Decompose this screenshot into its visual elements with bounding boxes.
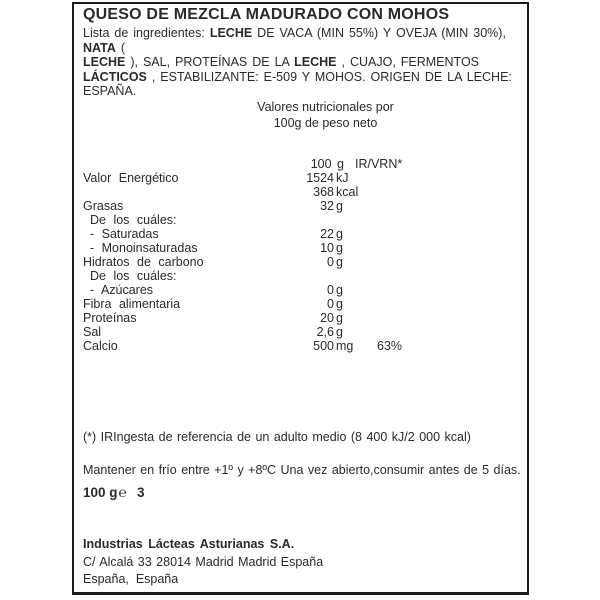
ingredient-highlighted: LÁCTICOS <box>83 69 147 84</box>
nutrient-unit: g <box>336 325 343 339</box>
nutrient-unit: g <box>336 227 343 241</box>
manufacturer-address: C/ Alcalá 33 28014 Madrid Madrid España <box>83 555 324 569</box>
nutrient-label: Proteínas <box>83 311 137 325</box>
ingredients-line <box>83 84 525 99</box>
nutrient-unit: g <box>336 297 343 311</box>
product-label <box>72 2 529 595</box>
estimated-sign-icon: ℮ <box>118 484 127 500</box>
ingredient-text: ), SAL, PROTEÍNAS DE LA <box>125 55 295 70</box>
nutrition-row <box>74 297 527 311</box>
nutrition-row <box>74 269 527 283</box>
nutrient-label: - Azúcares <box>90 283 154 297</box>
nutrient-value: 0 <box>327 297 334 311</box>
ingredient-text: , ESTABILIZANTE: E-509 Y MOHOS. ORIGEN DE LA LECHE: <box>146 69 512 84</box>
nutrient-unit: g <box>336 199 343 213</box>
ingredients-line <box>83 70 525 85</box>
nutrient-label: - Saturadas <box>90 227 159 241</box>
nutrition-heading-line1: Valores nutricionales por <box>257 100 394 114</box>
net-weight-amount: 100 g <box>83 485 118 500</box>
nutrition-row <box>74 227 527 241</box>
nutrient-unit: kJ <box>336 171 349 185</box>
nutrient-unit: g <box>336 311 343 325</box>
ingredient-text: ( <box>115 40 126 55</box>
nutrition-row <box>74 325 527 339</box>
nutrient-value: 0 <box>327 283 334 297</box>
nutrient-value: 10 <box>320 241 334 255</box>
nutrient-label: Sal <box>83 325 102 339</box>
nutrition-row <box>74 283 527 297</box>
ingredients-line <box>83 55 525 70</box>
nutrient-value: 2,6 <box>316 325 334 339</box>
ingredient-highlighted: LECHE <box>209 26 253 40</box>
column-header-vrn: IR/VRN* <box>355 157 403 171</box>
ingredient-text: Lista de ingredientes: <box>83 26 210 40</box>
reference-intake-footnote: (*) IRIngesta de referencia de un adulto medio (8 400 kJ/2 000 kcal) <box>83 430 471 444</box>
nutrient-label: Fibra alimentaria <box>83 297 181 311</box>
net-weight-lot: 3 <box>136 485 145 500</box>
nutrition-heading <box>74 100 527 131</box>
nutrient-label: - Monoinsaturadas <box>90 241 198 255</box>
nutrient-value: 0 <box>327 255 334 269</box>
nutrient-label: Calcio <box>83 339 118 353</box>
nutrient-label: Grasas <box>83 199 124 213</box>
nutrient-value: 500 <box>313 339 334 353</box>
nutrient-value: 22 <box>320 227 334 241</box>
nutrition-rows <box>74 171 527 353</box>
nutrient-label: Valor Energético <box>83 171 179 185</box>
nutrient-value: 1524 <box>306 171 334 185</box>
nutrition-row <box>74 339 527 353</box>
nutrition-row <box>74 241 527 255</box>
nutrition-row <box>74 199 527 213</box>
column-header-amount: 100 g <box>310 157 344 171</box>
nutrition-row <box>74 255 527 269</box>
nutrient-value: 32 <box>320 199 334 213</box>
nutrition-heading-line2: 100g de peso neto <box>273 115 378 130</box>
ingredients-line <box>83 26 525 55</box>
net-weight-line <box>83 484 144 500</box>
nutrition-row <box>74 171 527 185</box>
nutrient-value: 20 <box>320 311 334 325</box>
nutrient-value: 368 <box>313 185 334 199</box>
ingredient-highlighted: LECHE <box>83 55 126 70</box>
manufacturer-country: España, España <box>83 572 179 586</box>
storage-instructions: Mantener en frío entre +1º y +8ºC Una vez abierto,consumir antes de 5 días. <box>83 463 521 477</box>
nutrient-unit: g <box>336 283 343 297</box>
nutrient-unit: kcal <box>336 185 359 199</box>
nutrient-label: De los cuáles: <box>90 213 177 227</box>
nutrient-unit: g <box>336 255 343 269</box>
nutrient-label: De los cuáles: <box>90 269 177 283</box>
nutrient-unit: g <box>336 241 343 255</box>
ingredient-text: ESPAÑA. <box>83 84 137 99</box>
nutrition-row <box>74 311 527 325</box>
nutrition-row <box>74 185 527 199</box>
ingredient-text: , CUAJO, FERMENTOS <box>336 55 480 70</box>
ingredient-text: DE VACA (MIN 55%) Y OVEJA (MIN 30%), <box>252 26 506 40</box>
nutrient-unit: mg <box>336 339 354 353</box>
nutrition-row <box>74 213 527 227</box>
product-title: QUESO DE MEZCLA MADURADO CON MOHOS <box>83 6 450 23</box>
nutrient-vrn-percent: 63% <box>377 339 403 353</box>
ingredient-highlighted: LECHE <box>294 55 337 70</box>
ingredient-highlighted: NATA <box>83 40 116 55</box>
ingredients-text <box>83 26 525 99</box>
nutrient-label: Hidratos de carbono <box>83 255 204 269</box>
manufacturer-name: Industrias Lácteas Asturianas S.A. <box>83 537 295 551</box>
